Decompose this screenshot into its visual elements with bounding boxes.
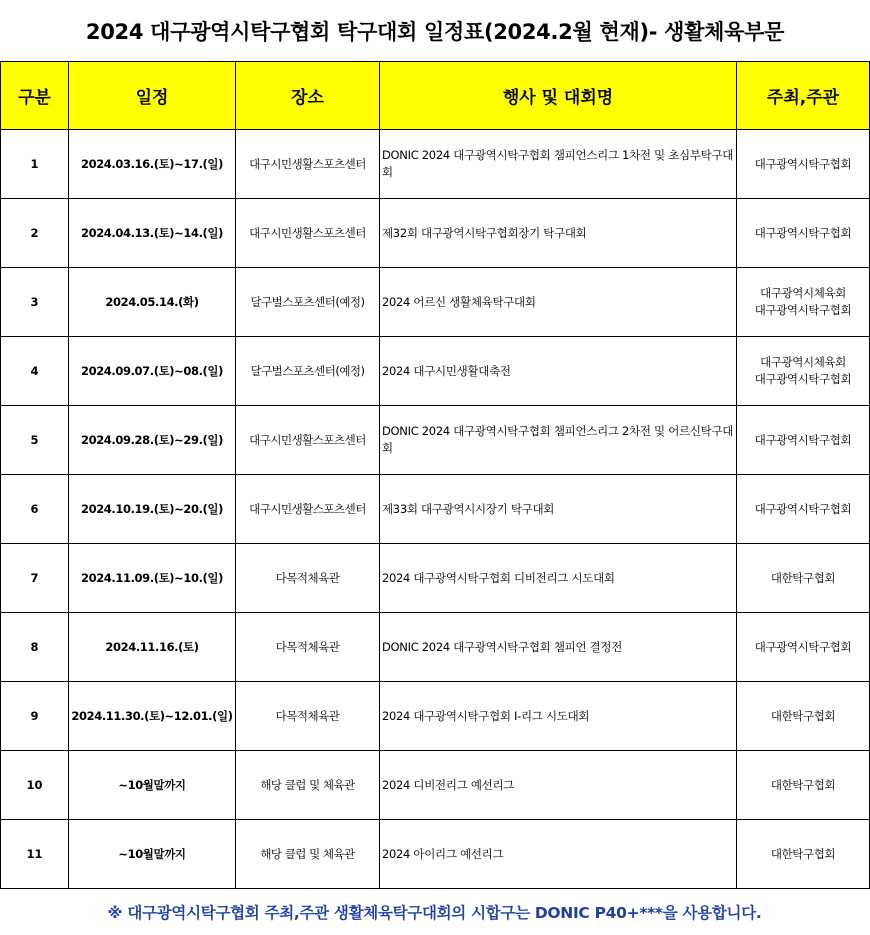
cell-place: 다목적체육관 — [236, 544, 380, 613]
cell-no: 2 — [1, 199, 69, 268]
cell-place: 대구시민생활스포츠센터 — [236, 475, 380, 544]
cell-date: 2024.04.13.(토)~14.(일) — [69, 199, 236, 268]
host-line: 대한탁구협회 — [770, 846, 836, 861]
cell-no: 7 — [1, 544, 69, 613]
cell-host — [737, 130, 870, 199]
cell-place: 대구시민생활스포츠센터 — [236, 130, 380, 199]
header-host: 주최,주관 — [737, 62, 870, 130]
table-row — [1, 337, 870, 406]
footer-note: ※ 대구광역시탁구협회 주최,주관 생활체육탁구대회의 시합구는 DONIC P40+***을 사용합니다. — [107, 904, 762, 922]
cell-date: 2024.09.07.(토)~08.(일) — [69, 337, 236, 406]
cell-date: ~10월말까지 — [69, 820, 236, 889]
cell-no: 6 — [1, 475, 69, 544]
page-title: 2024 대구광역시탁구협회 탁구대회 일정표(2024.2월 현재)- 생활체육부문 — [85, 19, 785, 44]
table-row — [1, 820, 870, 889]
cell-no: 9 — [1, 682, 69, 751]
cell-no: 3 — [1, 268, 69, 337]
cell-event: DONIC 2024 대구광역시탁구협회 챔피언 결정전 — [380, 613, 737, 682]
table-row — [1, 475, 870, 544]
cell-place: 달구벌스포츠센터(예정) — [236, 337, 380, 406]
schedule-table — [0, 61, 870, 889]
cell-host — [737, 337, 870, 406]
host-line: 대구광역시탁구협회 — [754, 225, 852, 240]
cell-date: 2024.11.30.(토)~12.01.(일) — [69, 682, 236, 751]
header-row — [1, 62, 870, 130]
host-line: 대구광역시탁구협회 — [754, 303, 852, 317]
host-line: 대구광역시체육회 — [760, 355, 846, 370]
cell-date: 2024.05.14.(화) — [69, 268, 236, 337]
cell-event: DONIC 2024 대구광역시탁구협회 챔피언스리그 2차전 및 어르신탁구대회 — [380, 406, 737, 475]
cell-host — [737, 682, 870, 751]
table-row — [1, 199, 870, 268]
cell-place: 해당 클럽 및 체육관 — [236, 751, 380, 820]
schedule-rows — [1, 130, 870, 889]
table-row — [1, 751, 870, 820]
cell-event: DONIC 2024 대구광역시탁구협회 챔피언스리그 1차전 및 초심부탁구대회 — [380, 130, 737, 199]
cell-host — [737, 544, 870, 613]
cell-place: 다목적체육관 — [236, 613, 380, 682]
host-line: 대구광역시탁구협회 — [754, 156, 852, 171]
cell-event: 2024 대구광역시탁구협회 I-리그 시도대회 — [380, 682, 737, 751]
host-line: 대구광역시체육회 — [760, 286, 846, 301]
host-line: 대한탁구협회 — [770, 570, 836, 585]
cell-event: 2024 대구광역시탁구협회 디비전리그 시도대회 — [380, 544, 737, 613]
host-line: 대한탁구협회 — [770, 777, 836, 792]
cell-event: 제32회 대구광역시탁구협회장기 탁구대회 — [380, 199, 737, 268]
host-line: 대한탁구협회 — [770, 708, 836, 723]
cell-date: 2024.03.16.(토)~17.(일) — [69, 130, 236, 199]
cell-place: 달구벌스포츠센터(예정) — [236, 268, 380, 337]
table-row — [1, 613, 870, 682]
cell-host — [737, 475, 870, 544]
table-row — [1, 130, 870, 199]
cell-event: 2024 대구시민생활대축전 — [380, 337, 737, 406]
cell-event: 2024 디비전리그 예선리그 — [380, 751, 737, 820]
cell-no: 11 — [1, 820, 69, 889]
cell-no: 1 — [1, 130, 69, 199]
cell-no: 4 — [1, 337, 69, 406]
cell-host — [737, 268, 870, 337]
cell-host — [737, 406, 870, 475]
cell-host — [737, 751, 870, 820]
cell-date: 2024.10.19.(토)~20.(일) — [69, 475, 236, 544]
table-row — [1, 682, 870, 751]
table-row — [1, 544, 870, 613]
cell-host — [737, 820, 870, 889]
cell-date: ~10월말까지 — [69, 751, 236, 820]
cell-date: 2024.11.16.(토) — [69, 613, 236, 682]
cell-place: 해당 클럽 및 체육관 — [236, 820, 380, 889]
cell-host — [737, 199, 870, 268]
table-row — [1, 268, 870, 337]
cell-event: 제33회 대구광역시시장기 탁구대회 — [380, 475, 737, 544]
cell-event: 2024 어르신 생활체육탁구대회 — [380, 268, 737, 337]
host-line: 대구광역시탁구협회 — [754, 372, 852, 386]
header-place: 장소 — [236, 62, 380, 130]
cell-date: 2024.09.28.(토)~29.(일) — [69, 406, 236, 475]
table-row — [1, 406, 870, 475]
cell-host — [737, 613, 870, 682]
cell-place: 다목적체육관 — [236, 682, 380, 751]
cell-date: 2024.11.09.(토)~10.(일) — [69, 544, 236, 613]
header-event: 행사 및 대회명 — [380, 62, 737, 130]
header-no: 구분 — [1, 62, 69, 130]
host-line: 대구광역시탁구협회 — [754, 501, 852, 516]
host-line: 대구광역시탁구협회 — [754, 432, 852, 447]
cell-no: 10 — [1, 751, 69, 820]
header-date: 일정 — [69, 62, 236, 130]
cell-no: 5 — [1, 406, 69, 475]
cell-place: 대구시민생활스포츠센터 — [236, 406, 380, 475]
host-line: 대구광역시탁구협회 — [754, 639, 852, 654]
cell-event: 2024 아이리그 예선리그 — [380, 820, 737, 889]
cell-no: 8 — [1, 613, 69, 682]
cell-place: 대구시민생활스포츠센터 — [236, 199, 380, 268]
